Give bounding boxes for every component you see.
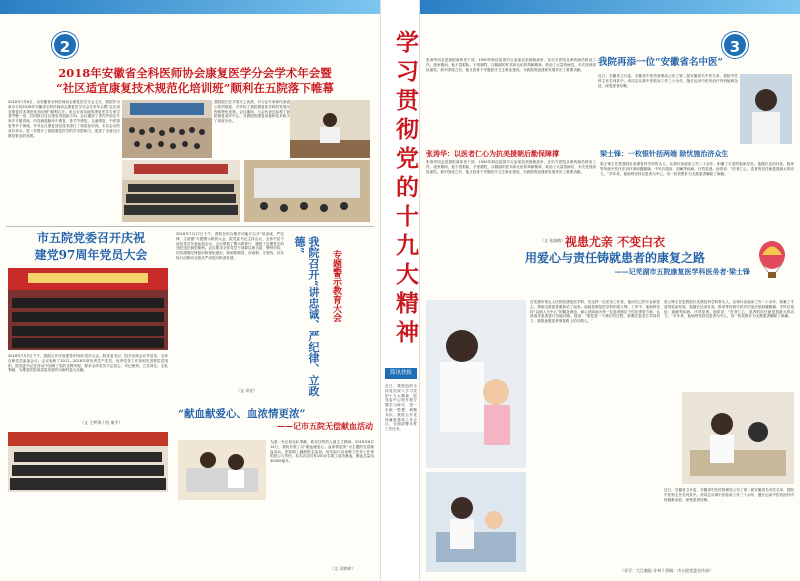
photo-party-assembly bbox=[8, 268, 168, 350]
page-number-badge: 3 bbox=[722, 32, 748, 58]
article-rehab-text-3: 近日，安徽省卫计委、安徽省中医药管理局公布了第二届安徽省名中医名单，我院中医科主任名列其中。该同志从事中医临床工作三十余年，擅长运用中医药治疗内科疑难杂症，深受患者信赖。 bbox=[664, 488, 794, 502]
article-rehab-text-1: 在芜湖市第五人民医院康复医学科，有这样一位医务工作者，他用自己的专业和爱心，帮助无数患者重新站了起来。他就是康复医学科的梁士锋。工作中，他始终坚持“以病人为中心”的服务理念，耐心细致地为每一位患者制定个性化康复方案，认真指导患者进行功能训练。他说：“康复是一个漫长的过程，需要医患双方共同努力，我愿意做患者康复路上的引路人。” bbox=[530, 300, 660, 324]
divider bbox=[6, 226, 374, 227]
headline-warning-education-sub: 专题警示教育大会 bbox=[331, 250, 341, 322]
article-conference-text: 2018年7月6日，由安徽省全科医师协会康复医学分会主办，我院作为承办方的2018年安徽省全科医师协会康复医学分会学术年会暨“社区适宜康复技术规范化培训班”顺利召开。来自全省各地的康复医学专家学者齐聚一堂，共同探讨社区康复发展新方向。会议邀请了省内外知名专家作专题讲座，内容涵盖脑卒中康复、骨关节康复、儿童康复、中医康复等多个领域，并对社区康复适宜技术进行了规范化培训。本次会议的成功举办，进一步提升了我院康复医学的学术影响力，促进了全省社区康复事业的发展。 bbox=[8, 100, 120, 138]
headline-famous-doctor: 我院再添一位“安徽省名中医” bbox=[598, 57, 723, 68]
photo-blood-donation bbox=[178, 440, 266, 500]
headline-conference-line1: 2018年安徽省全科医师协会康复医学分会学术年会暨 bbox=[58, 66, 332, 80]
right-page bbox=[420, 0, 800, 581]
byline-blood-donation: （文 吴婷婷） bbox=[330, 566, 356, 571]
photo-training bbox=[244, 160, 370, 222]
article-conference-side-text: 我院院长在开幕式上致辞，对与会专家和代表表示热烈欢迎，并介绍了我院康复医学科的发展历程和特色优势。会议期间，与会代表还参观了我院康复治疗中心，对我院的康复设备和技术给予了高度评价。 bbox=[214, 100, 290, 124]
photo-famous-doctor bbox=[740, 74, 792, 144]
photo-therapy bbox=[682, 392, 794, 484]
headline-rehab-line3: ——记芜湖市五院康复医学科医务者·梁士锋 bbox=[614, 266, 750, 276]
byline-liang: （采写：大江晚报 许林 / 供稿：市五院党委宣传部） bbox=[620, 568, 714, 573]
headline-party-meeting-line1: 市五院党委召开庆祝 bbox=[36, 231, 145, 245]
headline-rehab-line2: 用爱心与责任铸就患者的康复之路 bbox=[524, 250, 705, 265]
photo-meeting-room bbox=[122, 100, 212, 158]
headline-party-meeting-line2: 建党97周年党员大会 bbox=[34, 247, 148, 262]
photo-party-group bbox=[8, 432, 168, 492]
headline-party-meeting bbox=[16, 232, 166, 263]
headline-liang: 梁士锋：一枚银针括两端 除忧施治济众生 bbox=[600, 149, 729, 158]
photo-doctor-child bbox=[426, 300, 526, 468]
byline-zhang: （文 张淑敏） bbox=[540, 238, 566, 243]
headline-warning-education bbox=[292, 236, 320, 406]
spine-news-text: 近日，我院组织全体党员深入学习党的十九大精神，院党委中心组开展专题学习研讨，进一步统一思想、凝聚共识。我院召开党风廉政建设工作会议，全面部署年度工作任务。 bbox=[385, 384, 417, 432]
article-famous-doctor-text: 近日，安徽省卫计委、安徽省中医药管理局公布了第二届安徽省名中医名单，我院中医科主任名列其中。该同志从事中医临床工作三十余年，擅长运用中医药治疗内科疑难杂症，深受患者信赖。 bbox=[598, 74, 738, 88]
headline-zhang: 张涛华：以医者仁心为抗美援朝后勤保障撑 bbox=[426, 149, 559, 158]
article-rehab-text-2: 梁士锋主任是我院针灸康复科学科带头人，从事针灸临床工作二十余年，积累了丰富的临床经验。他擅长运用针灸、推拿等传统中医疗法治疗颈肩腰腿痛、中风后遗症、面瘫等疾病，疗效显著。他常说：“医者仁心，患者的信任就是我最大的动力。”多年来，他始终坚持以患者为中心，用一枚枚银针为无数患者解除了病痛。 bbox=[664, 300, 794, 319]
left-page bbox=[0, 0, 380, 581]
headline-blood-donation-line1: “献血献爱心、血浓情更浓” bbox=[178, 408, 306, 420]
headline-conference-line2: “社区适宜康复技术规范化培训班”顺利在五院落下帷幕 bbox=[56, 81, 334, 96]
photo-speaker bbox=[290, 100, 370, 158]
article-liang-text: 梁士锋主任是我院针灸康复科学科带头人，从事针灸临床工作二十余年，积累了丰富的临床经验。他擅长运用针灸、推拿等传统中医疗法治疗颈肩腰腿痛、中风后遗症、面瘫等疾病，疗效显著。他常说：“医者仁心，患者的信任就是我最大的动力。”多年来，他始终坚持以患者为中心，用一枚枚银针为无数患者解除了病痛。 bbox=[600, 162, 794, 176]
center-spine bbox=[380, 0, 420, 581]
page-number-badge: 2 bbox=[52, 32, 78, 58]
headline-blood-donation bbox=[178, 408, 373, 431]
byline-party-meeting: （文 王梦琪 / 图 秦平） bbox=[80, 420, 123, 425]
headline-blood-donation-line2: ——记市五院无偿献血活动 bbox=[277, 421, 373, 432]
top-ribbon bbox=[0, 0, 380, 14]
spine-title: 学习贯彻党的十九大精神 bbox=[392, 30, 419, 349]
article-top-text: 张涛华同志是我院离休老干部，1950年响应祖国号召参加抗美援朝战争，在后方医院从事伤病员救治工作。战争期间，他不畏艰险、不怕牺牲，以精湛的医术和无私的奉献精神，救治了大量伤病员，多次受到部队嘉奖。新中国成立后，他又投身于安徽医疗卫生事业建设，为我院的创建和发展作出了重要贡献。 bbox=[426, 58, 596, 72]
headline-rehab-line1: 视患尤亲 不变白衣 bbox=[564, 235, 666, 249]
headline-conference bbox=[30, 67, 360, 95]
article-zhang-text: 张涛华同志是我院离休老干部，1950年响应祖国号召参加抗美援朝战争，在后方医院从事伤病员救治工作。战争期间，他不畏艰险、不怕牺牲，以精湛的医术和无私的奉献精神，救治了大量伤病员，多次受到部队嘉奖。新中国成立后，他又投身于安徽医疗卫生事业建设，为我院的创建和发展作出了重要贡献。 bbox=[426, 160, 596, 174]
top-ribbon bbox=[420, 0, 800, 14]
article-warning-education-text: 2018年7月17日下午，我院在综合楼多功能厅召开“讲忠诚、严纪律、立政德”专题警示教育大会。院党委书记主持会议，全体中层干部及党员代表参加会议。会议观看了警示教育片，通报了近期发生的违纪违法典型案例。会议要求全体党员干部要以案为鉴、警钟长鸣，切实增强纪律意识和规矩意识，做到知敬畏、存戒惧、守底线，以实际行动推动全面从严治党向纵深发展。 bbox=[176, 232, 284, 260]
headline-rehab bbox=[480, 236, 750, 276]
byline-warning-education: （文 卓安） bbox=[236, 388, 258, 393]
photo-group bbox=[122, 160, 240, 222]
article-party-meeting-text: 2018年7月2日下午，我院召开庆祝建党97周年党员大会。院党委书记、院长出席会议并讲话，全体在职党员参加会议。会议表彰了2017—2018年度优秀共产党员、优秀党务工作者和先进基层党组织。院党委书记在讲话中回顾了党的光辉历程，要求全体党员不忘初心、牢记使命，立足岗位、无私奉献，为推进医院高质量发展作出新的更大贡献。 bbox=[8, 354, 168, 373]
headline-warning-education-main: 我院召开“讲忠诚、严纪律、立政德” bbox=[293, 236, 320, 397]
article-blood-donation-text: 为进一步弘扬无私奉献、救死扶伤的人道主义精神，2018年6月14日，我院开展了以“献血献爱心、血浓情更浓”为主题的无偿献血活动。医院职工踊跃报名参加，用实际行动诠释了医务工作者的爱心与责任。本次活动共有100余名职工成功献血，献血总量达30000毫升。 bbox=[270, 440, 374, 464]
spine-news-label: 简讯快报 bbox=[385, 368, 417, 379]
photo-rehab-session bbox=[426, 472, 526, 572]
hot-air-balloon-illustration bbox=[750, 240, 794, 280]
